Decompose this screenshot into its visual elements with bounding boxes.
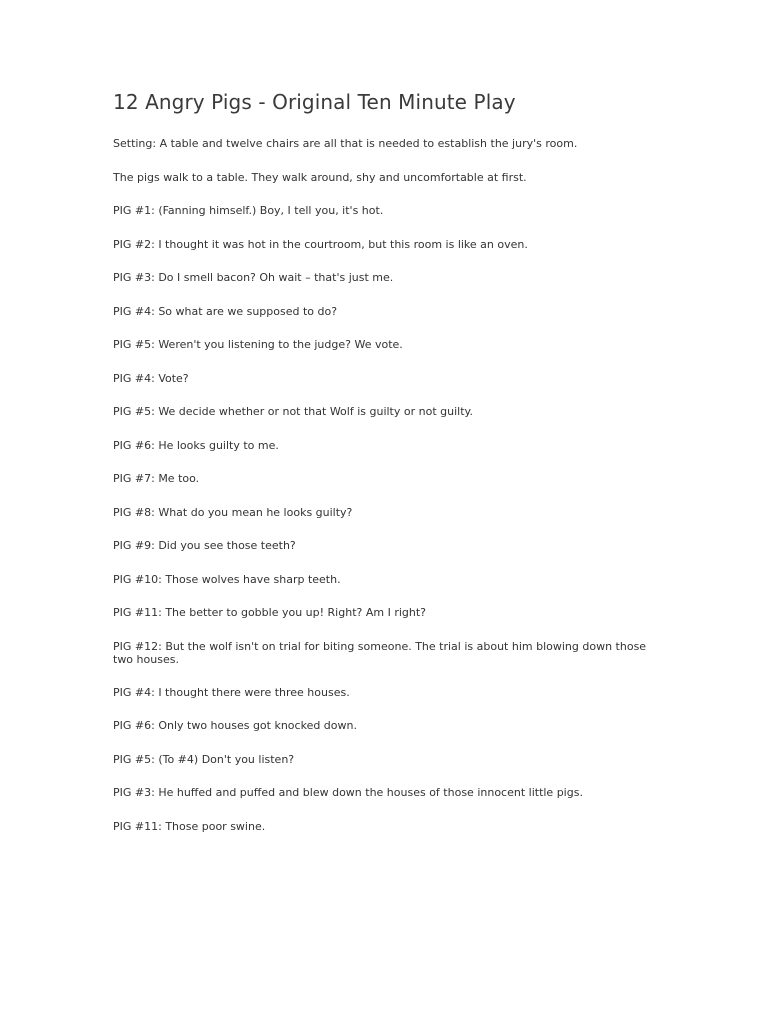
dialogue-line: PIG #9: Did you see those teeth? [113,539,296,552]
dialogue-line: PIG #3: Do I smell bacon? Oh wait – that's just me. [113,271,394,284]
dialogue-line: PIG #5: We decide whether or not that Wolf is guilty or not guilty. [113,405,473,418]
dialogue-line: PIG #4: So what are we supposed to do? [113,304,338,318]
play-title: 12 Angry Pigs - Original Ten Minute Play [113,90,516,114]
dialogue-line: PIG #7: Me too. [113,472,200,485]
dialogue-line: PIG #6: Only two houses got knocked down. [113,719,357,732]
dialogue-line: PIG #5: Weren't you listening to the judge? We vote. [113,338,403,351]
setting-line: Setting: A table and twelve chairs are all that is needed to establish the jury's room. [113,137,578,150]
dialogue-line: PIG #5: (To #4) Don't you listen? [113,752,295,766]
dialogue-line: PIG #11: The better to gobble you up! Right? Am I right? [113,606,427,619]
dialogue-line: PIG #1: (Fanning himself.) Boy, I tell you, it's hot. [113,204,384,217]
dialogue-line: PIG #4: I thought there were three houses. [113,685,350,699]
dialogue-line: PIG #10: Those wolves have sharp teeth. [113,572,341,586]
dialogue-line: PIG #4: Vote? [113,371,189,385]
stage-direction-line: The pigs walk to a table. They walk around, shy and uncomfortable at first. [113,170,527,184]
dialogue-line: PIG #12: But the wolf isn't on trial for biting someone. The trial is about him blowing down those two houses. [113,639,647,666]
dialogue-line: PIG #2: I thought it was hot in the courtroom, but this room is like an oven. [113,237,528,251]
script-body [113,137,653,853]
dialogue-line: PIG #8: What do you mean he looks guilty? [113,505,353,519]
dialogue-line: PIG #3: He huffed and puffed and blew down the houses of those innocent little pigs. [113,786,583,799]
dialogue-line: PIG #6: He looks guilty to me. [113,438,279,452]
dialogue-line: PIG #11: Those poor swine. [113,819,266,833]
